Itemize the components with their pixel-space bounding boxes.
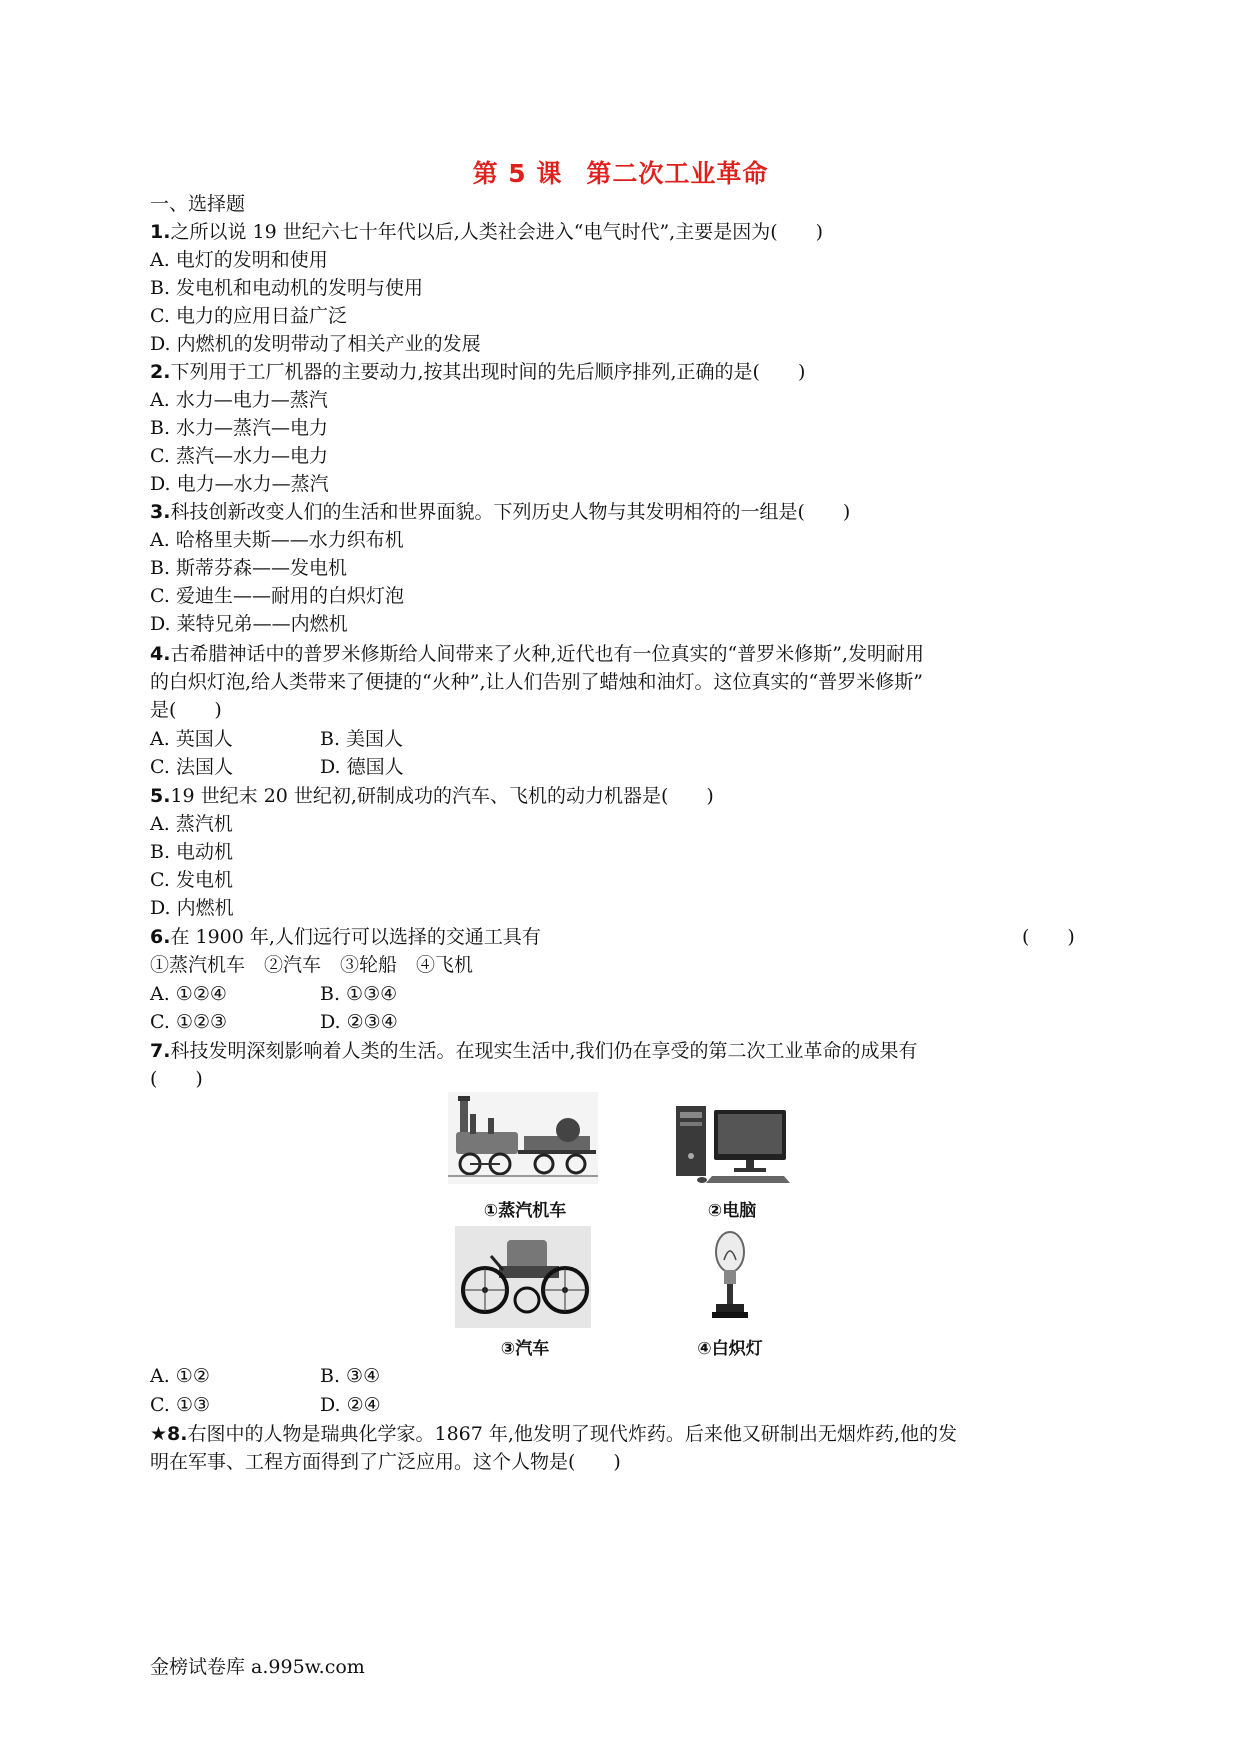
question-text: 科技创新改变人们的生活和世界面貌。下列历史人物与其发明相符的一组是( ) (170, 501, 851, 523)
question-3-stem (150, 498, 850, 526)
computer-image (672, 1104, 794, 1184)
q3-option-c: C. 爱迪生——耐用的白炽灯泡 (150, 585, 404, 607)
figure-caption-locomotive: ①蒸汽机车 (483, 1201, 567, 1221)
q4-option-c: C. 法国人 (150, 756, 233, 778)
q7-option-c: C. ①③ (150, 1394, 211, 1416)
q6-option-b: B. ①③④ (320, 983, 398, 1005)
lesson-topic: 第二次工业革命 (586, 159, 769, 188)
question-number: 4. (150, 643, 171, 665)
figure-caption-computer: ②电脑 (707, 1201, 757, 1221)
q1-option-b: B. 发电机和电动机的发明与使用 (150, 277, 424, 299)
q5-option-c: C. 发电机 (150, 869, 233, 891)
q5-option-b: B. 电动机 (150, 841, 234, 863)
question-number: 3. (150, 501, 171, 523)
q6-option-c: C. ①②③ (150, 1011, 228, 1033)
q1-option-d: D. 内燃机的发明带动了相关产业的发展 (150, 333, 481, 355)
question-text: 下列用于工厂机器的主要动力,按其出现时间的先后顺序排列,正确的是( ) (170, 361, 806, 383)
q4-option-a: A. 英国人 (150, 728, 233, 750)
question-5-stem (150, 782, 714, 810)
question-number: 6. (150, 926, 171, 948)
q3-option-a: A. 哈格里夫斯——水力织布机 (150, 529, 404, 551)
q2-option-b: B. 水力—蒸汽—电力 (150, 417, 329, 439)
question-text: 在 1900 年,人们远行可以选择的交通工具有 (170, 926, 541, 948)
question-8-stem-line2: 明在军事、工程方面得到了广泛应用。这个人物是( ) (150, 1451, 621, 1473)
q6-options-row2 (150, 1008, 398, 1036)
question-number: 7. (150, 1040, 171, 1062)
question-7-stem (150, 1037, 918, 1065)
page-title (0, 154, 1241, 190)
question-number: 2. (150, 361, 171, 383)
figure-caption-automobile: ③汽车 (500, 1339, 550, 1359)
question-number: 5. (150, 785, 171, 807)
q3-option-b: B. 斯蒂芬森——发电机 (150, 557, 348, 579)
q2-option-c: C. 蒸汽—水力—电力 (150, 445, 328, 467)
q2-option-d: D. 电力—水力—蒸汽 (150, 473, 329, 495)
lesson-number: 第 5 课 (472, 159, 563, 188)
automobile-image (455, 1226, 591, 1328)
q6-option-a: A. ①②④ (150, 983, 227, 1005)
question-4-stem-line1 (150, 640, 924, 668)
q2-option-a: A. 水力—电力—蒸汽 (150, 389, 328, 411)
q3-option-d: D. 莱特兄弟——内燃机 (150, 613, 348, 635)
question-text: 19 世纪末 20 世纪初,研制成功的汽车、飞机的动力机器是( ) (170, 785, 714, 807)
question-number: 1. (150, 221, 171, 243)
q6-answer-bracket: ( ) (1022, 926, 1075, 948)
footer-watermark-text: 金榜试卷库 a.995w.com (150, 1656, 365, 1678)
q6-options-row1 (150, 980, 398, 1008)
q4-option-d: D. 德国人 (320, 756, 404, 778)
question-8-stem-line1 (150, 1420, 957, 1448)
figure-caption-lamp: ④白炽灯 (697, 1339, 763, 1359)
question-2-stem (150, 358, 805, 386)
question-text: 科技发明深刻影响着人类的生活。在现实生活中,我们仍在享受的第二次工业革命的成果有 (170, 1040, 918, 1062)
q7-option-d: D. ②④ (320, 1394, 381, 1416)
q4-options-row1 (150, 725, 404, 753)
q6-items: ①蒸汽机车 ②汽车 ③轮船 ④飞机 (150, 954, 474, 976)
q7-options-row1 (150, 1362, 381, 1390)
question-text: 古希腊神话中的普罗米修斯给人间带来了火种,近代也有一位真实的“普罗米修斯”,发明耐用 (170, 643, 924, 665)
question-text: 之所以说 19 世纪六七十年代以后,人类社会进入“电气时代”,主要是因为( ) (170, 221, 824, 243)
q1-option-c: C. 电力的应用日益广泛 (150, 305, 347, 327)
q4-options-row2 (150, 753, 404, 781)
q7-option-a: A. ①② (150, 1365, 210, 1387)
question-4-stem-line3: 是( ) (150, 699, 222, 721)
question-1-stem (150, 218, 823, 246)
question-number: ★8. (150, 1423, 188, 1445)
q1-option-a: A. 电灯的发明和使用 (150, 249, 328, 271)
question-text: 右图中的人物是瑞典化学家。1867 年,他发明了现代炸药。后来他又研制出无烟炸药,他的发 (187, 1423, 957, 1445)
incandescent-lamp-image (708, 1230, 752, 1322)
q5-option-a: A. 蒸汽机 (150, 813, 233, 835)
question-6-stem (150, 923, 541, 951)
q6-option-d: D. ②③④ (320, 1011, 398, 1033)
question-4-stem-line2: 的白炽灯泡,给人类带来了便捷的“火种”,让人们告别了蜡烛和油灯。这位真实的“普罗米修斯” (150, 671, 923, 693)
q7-answer-bracket: ( ) (150, 1068, 203, 1090)
q5-option-d: D. 内燃机 (150, 897, 234, 919)
q7-options-row2 (150, 1391, 381, 1419)
section-heading: 一、选择题 (150, 193, 246, 215)
q7-option-b: B. ③④ (320, 1365, 381, 1387)
q4-option-b: B. 美国人 (320, 728, 404, 750)
steam-locomotive-image (448, 1092, 598, 1184)
